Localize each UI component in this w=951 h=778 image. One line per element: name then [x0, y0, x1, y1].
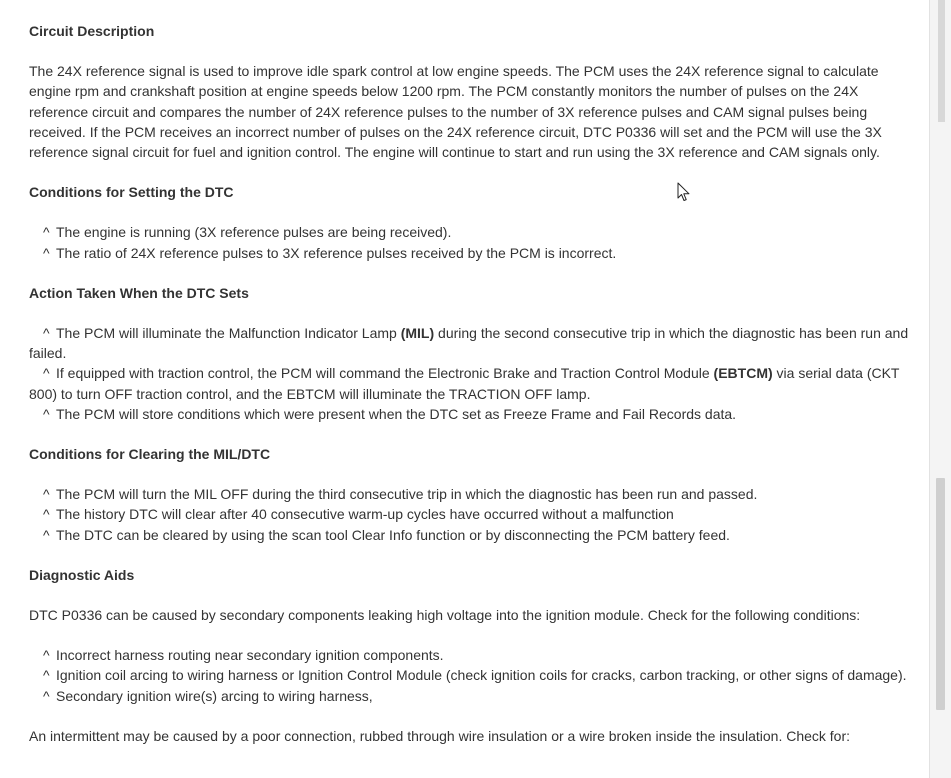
list-item — [29, 363, 914, 403]
bullet-caret: ^ — [43, 647, 50, 664]
ebtcm-abbreviation: (EBTCM) — [713, 365, 773, 382]
conditions-clearing-list — [29, 484, 914, 545]
list-item — [29, 686, 914, 706]
bullet-caret: ^ — [43, 506, 50, 523]
bullet-caret: ^ — [43, 224, 50, 241]
list-item-text: The engine is running (3X reference pulses are being received). — [56, 224, 452, 241]
bullet-caret: ^ — [43, 365, 50, 382]
list-item — [29, 484, 914, 504]
list-item-text: The ratio of 24X reference pulses to 3X reference pulses received by the PCM is incorrect. — [56, 244, 617, 261]
bullet-caret: ^ — [43, 325, 50, 342]
section-heading-conditions-clearing: Conditions for Clearing the MIL/DTC — [29, 446, 271, 463]
bullet-caret: ^ — [43, 667, 50, 684]
list-item-text: via serial data (CKT 800) to turn OFF traction control, and the EBTCM will illuminate the TRACTION OFF lamp. — [29, 365, 900, 402]
section-heading-diagnostic-aids: Diagnostic Aids — [29, 566, 135, 583]
list-item — [29, 222, 914, 242]
list-item — [29, 404, 914, 424]
scrollbar-thumb[interactable] — [936, 478, 945, 710]
conditions-setting-list — [29, 222, 914, 262]
circuit-description-text: The 24X reference signal is used to improve idle spark control at low engine speeds. The PCM uses the 24X reference signal to calculate engine rpm and crankshaft position at engine speeds below 1200 rpm. The PCM constantly monitors the number of pulses on the 24X reference circuit and compares the number of 24X reference pulses to the number of 3X reference pulses and CAM signal pulses being received. If the PCM receives an incorrect number of pulses on the 24X reference circuit, DTC P0336 will set and the PCM will use the 3X reference signal circuit for fuel and ignition control. The engine will continue to start and run using the 3X reference and CAM signals only. — [29, 63, 882, 161]
section-heading-circuit-description: Circuit Description — [29, 23, 155, 39]
diagnostic-aids-list — [29, 645, 914, 706]
list-item-text: during the second consecutive trip in which the diagnostic has been run and failed. — [29, 325, 909, 362]
list-item — [29, 525, 914, 545]
diagnostic-aids-outro: An intermittent may be caused by a poor connection, rubbed through wire insulation or a wire broken inside the insulation. Check for: — [29, 727, 851, 744]
list-item — [29, 243, 914, 263]
list-item — [29, 665, 914, 685]
list-item-text: Ignition coil arcing to wiring harness or Ignition Control Module (check ignition coils for cracks, carbon tracking, or other signs of damage). — [56, 667, 907, 684]
list-item — [29, 645, 914, 665]
list-item-text: Secondary ignition wire(s) arcing to wiring harness, — [56, 687, 373, 704]
bullet-caret: ^ — [43, 486, 50, 503]
section-heading-action-taken: Action Taken When the DTC Sets — [29, 284, 249, 301]
list-item-text: The PCM will illuminate the Malfunction Indicator Lamp — [56, 325, 401, 342]
list-item-text: If equipped with traction control, the PCM will command the Electronic Brake and Traction Control Module — [56, 365, 714, 382]
scrollbar-thumb-outer[interactable] — [938, 0, 945, 122]
section-heading-conditions-setting: Conditions for Setting the DTC — [29, 184, 234, 201]
list-item-text: The PCM will store conditions which were present when the DTC set as Freeze Frame and Fail Records data. — [56, 405, 737, 422]
bullet-caret: ^ — [43, 526, 50, 543]
bullet-caret: ^ — [43, 244, 50, 261]
diagnostic-aids-intro: DTC P0336 can be caused by secondary components leaking high voltage into the ignition module. Check for the following conditions: — [29, 607, 861, 624]
list-item-text: The PCM will turn the MIL OFF during the third consecutive trip in which the diagnostic has been run and passed. — [56, 486, 758, 503]
vertical-scrollbar[interactable] — [929, 0, 951, 778]
list-item-text: Incorrect harness routing near secondary ignition components. — [56, 647, 444, 664]
mil-abbreviation: (MIL) — [400, 325, 435, 342]
list-item — [29, 323, 914, 363]
bullet-caret: ^ — [43, 405, 50, 422]
mouse-pointer-icon — [677, 182, 691, 202]
list-item — [29, 504, 914, 524]
list-item-text: The history DTC will clear after 40 consecutive warm-up cycles have occurred without a malfunction — [56, 506, 674, 523]
list-item-text: The DTC can be cleared by using the scan tool Clear Info function or by disconnecting the PCM battery feed. — [56, 526, 730, 543]
action-taken-list — [29, 323, 914, 424]
bullet-caret: ^ — [43, 687, 50, 704]
document-body — [29, 21, 914, 746]
